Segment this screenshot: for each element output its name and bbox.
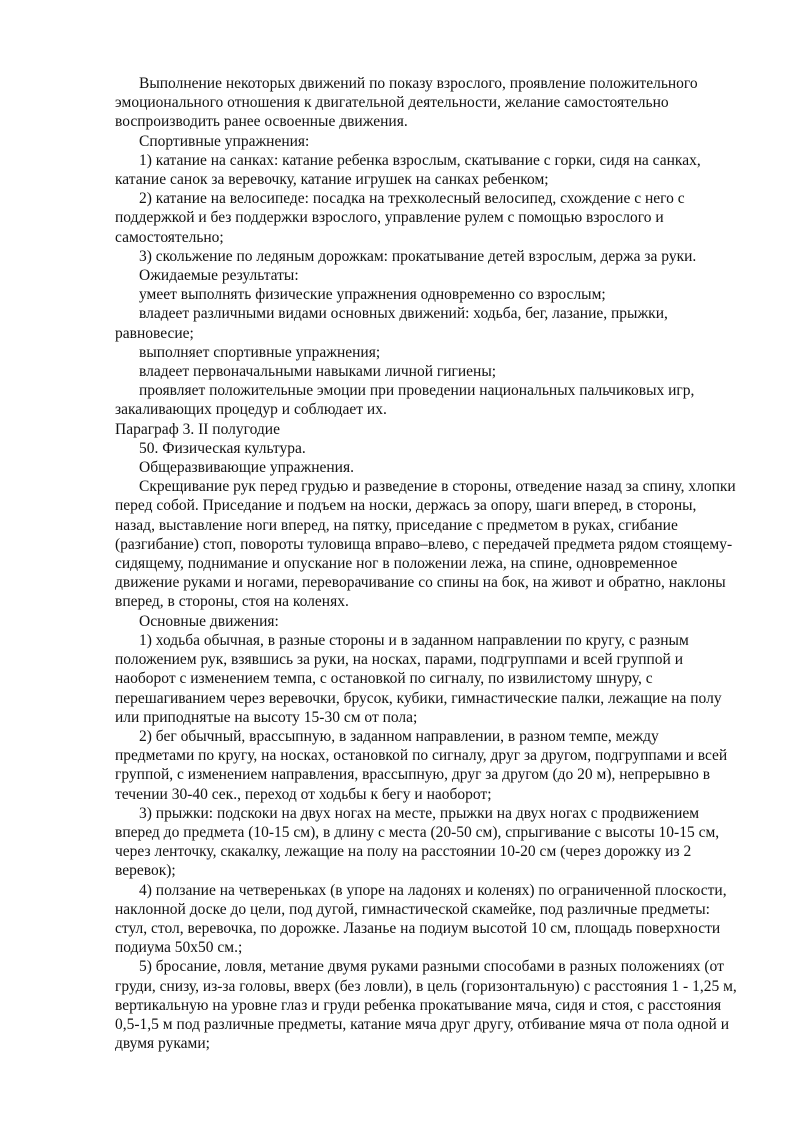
paragraph-physical-culture: 50. Физическая культура. xyxy=(139,439,306,457)
paragraph-running: 2) бег обычный, врассыпную, в заданном направлении, в разном темпе, между предметами по кругу, на носках, остановкой по сигналу, друг за другом, подгруппами и всей группой, с изменением направления, врассыпную, друг за другом (до 20 м), непрерывно в течении 30-40 сек., переход от ходьбы к бегу и наоборот; xyxy=(115,727,728,803)
paragraph-main-movements-heading: Основные движения: xyxy=(139,612,279,630)
paragraph-ice-sliding: 3) скольжение по ледяным дорожкам: прокатывание детей взрослым, держа за руки. xyxy=(139,247,697,265)
paragraph-intro: Выполнение некоторых движений по показу взрослого, проявление положительного эмоционального отношения к двигательной деятельности, желание самостоятельно воспроизводить ранее освоенные движения. xyxy=(115,75,698,131)
paragraph-cycling: 2) катание на велосипеде: посадка на трехколесный велосипед, схождение с него с поддержкой и без поддержки взрослого, управление рулем с помощью взрослого и самостоятельно; xyxy=(115,190,685,246)
paragraph-expected-results-heading: Ожидаемые результаты: xyxy=(139,267,299,285)
paragraph-result-2: владеет различными видами основных движений: ходьба, бег, лазание, прыжки, равновесие; xyxy=(115,305,668,342)
paragraph-result-3: выполняет спортивные упражнения; xyxy=(139,343,381,361)
paragraph-crawling: 4) ползание на четвереньках (в упоре на ладонях и коленях) по ограниченной плоскости, наклонной доске до цели, под дугой, гимнастической скамейке, под различные предметы: стул, стол, веревочка, по дорожке. Лазанье на подиум высотой 10 см, площадь поверхности подиума 50х50 см.; xyxy=(115,881,727,957)
paragraph-walking: 1) ходьба обычная, в разные стороны и в заданном направлении по кругу, с разным положением рук, взявшись за руки, на носках, парами, подгруппами и всей группой и наоборот с изменением темпа, с остановкой по сигналу, по извилистому шнуру, с перешагиванием через веревочки, брусок, кубики, гимнастические палки, лежащие на полу или приподнятые на высоту 15-30 см от пола; xyxy=(115,631,722,726)
paragraph-general-exercises-heading: Общеразвивающие упражнения. xyxy=(139,459,354,477)
paragraph-sport-exercises-heading: Спортивные упражнения: xyxy=(139,132,310,150)
paragraph-throwing: 5) бросание, ловля, метание двумя руками разными способами в разных положениях (от груди, снизу, из-за головы, вверх (без ловли), в цель (горизонтальную) с расстояния 1 - 1,25 м, вертикальную на уровне глаз и груди ребенка прокатывание мяча, сидя и стоя, с расстояния 0,5-1,5 м под различные предметы, катание мяча друг другу, отбивание мяча от пола одной и двумя руками; xyxy=(115,958,737,1053)
paragraph-result-4: владеет первоначальными навыками личной гигиены; xyxy=(139,363,497,381)
paragraph-result-5: проявляет положительные эмоции при проведении национальных пальчиковых игр, закаливающих процедур и соблюдает их. xyxy=(115,382,695,419)
section-heading: Параграф 3. II полугодие xyxy=(115,420,280,438)
paragraph-sledding: 1) катание на санках: катание ребенка взрослым, скатывание с горки, сидя на санках, катание санок за веревочку, катание игрушек на санках ребенком; xyxy=(115,151,701,189)
document-page xyxy=(115,74,740,1053)
paragraph-jumping: 3) прыжки: подскоки на двух ногах на месте, прыжки на двух ногах с продвижением вперед до предмета (10-15 см), в длину с места (20-50 см), спрыгивание с высоты 10-15 см, через ленточку, скакалку, лежащие на полу на расстоянии 10-20 см (через дорожку из 2 веревок); xyxy=(115,804,720,880)
paragraph-result-1: умеет выполнять физические упражнения одновременно со взрослым; xyxy=(139,286,606,304)
paragraph-general-exercises: Скрещивание рук перед грудью и разведение в стороны, отведение назад за спину, хлопки перед собой. Приседание и подъем на носки, держась за опору, шаги вперед, в стороны, назад, выставление ноги вперед, на пятку, приседание с предметом в руках, сгибание (разгибание) стоп, повороты туловища вправо–влево, с передачей предмета рядом стоящему-сидящему, поднимание и опускание ног в положении лежа, на спине, одновременное движение руками и ногами, переворачивание со спины на бок, на живот и обратно, наклоны вперед, в стороны, стоя на коленях. xyxy=(115,478,736,611)
